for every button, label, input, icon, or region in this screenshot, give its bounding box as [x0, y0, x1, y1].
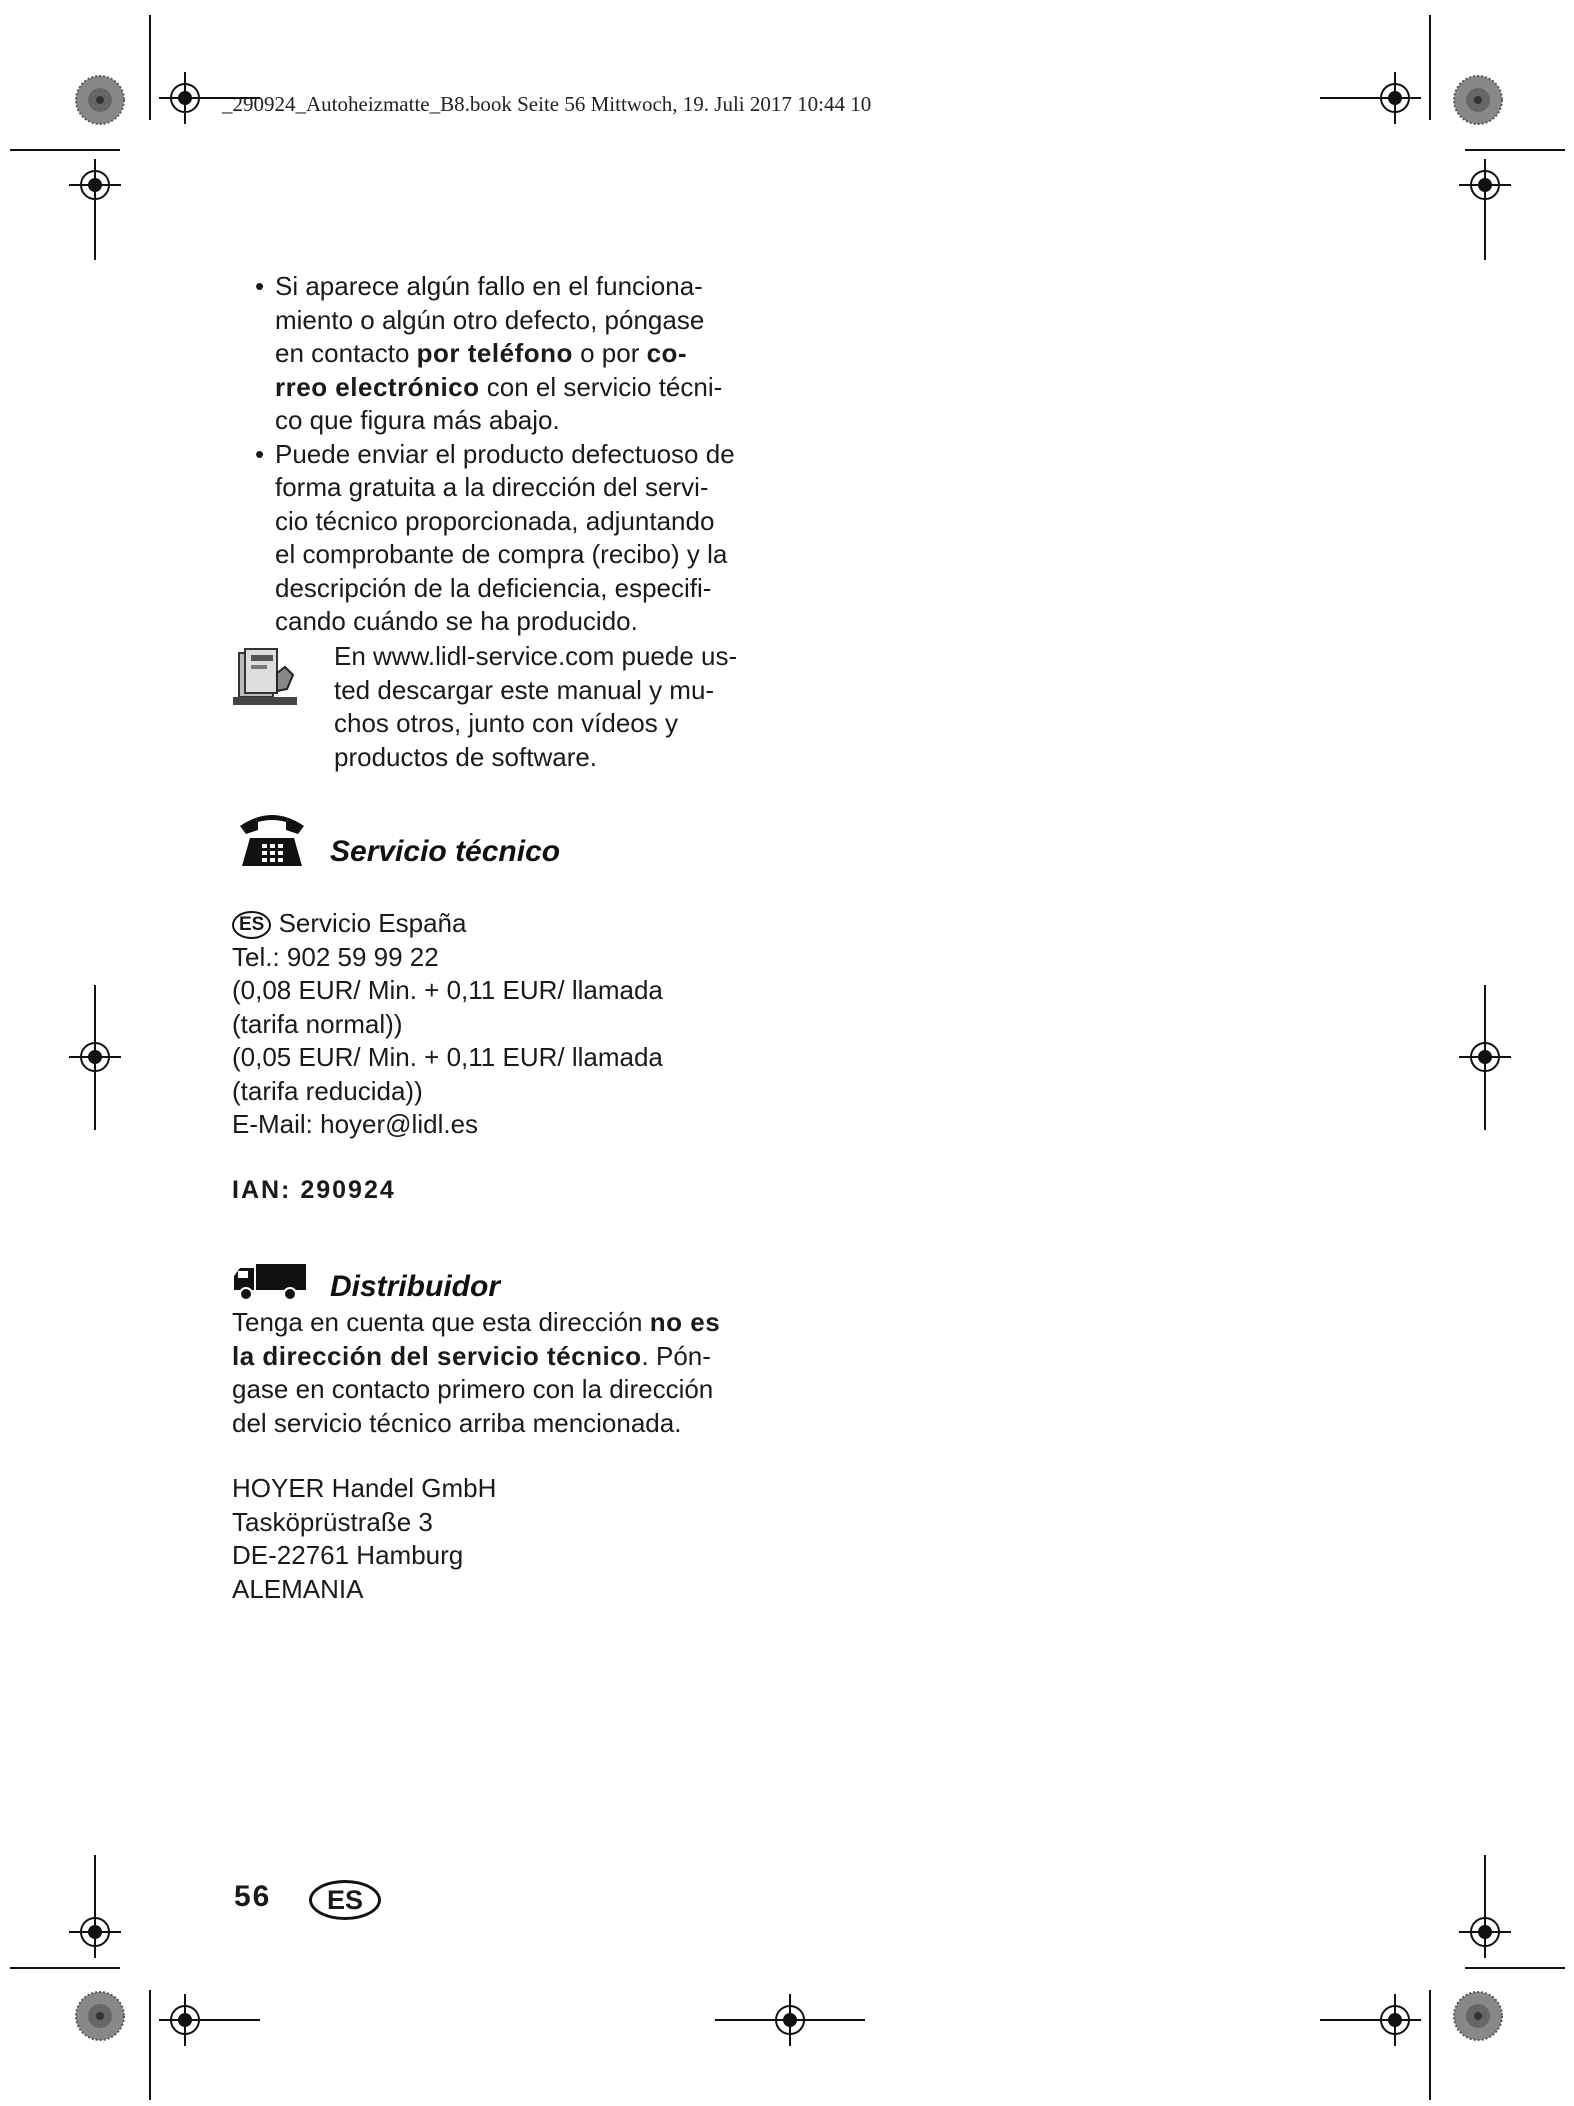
- text-run: del servicio técnico arriba mencionada.: [232, 1407, 682, 1438]
- bullet-text: [275, 439, 735, 637]
- distributor-heading: Distribuidor: [330, 1270, 500, 1303]
- emphasis-text: la dirección del servicio técnico: [232, 1340, 642, 1371]
- text-run: con el servicio técni-: [479, 371, 723, 402]
- service-rate-type: (tarifa reducida)): [232, 1075, 423, 1106]
- service-rate: (0,08 EUR/ Min. + 0,11 EUR/ llamada: [232, 975, 663, 1005]
- text-run: el comprobante de compra (recibo) y la: [275, 539, 728, 569]
- download-note-line: chos otros, junto con vídeos y: [334, 708, 678, 738]
- emphasis-text: por teléfono: [416, 338, 573, 368]
- text-run: gase en contacto primero con la dirección: [232, 1374, 714, 1404]
- page-number: 56: [234, 1880, 272, 1913]
- emphasis-text: no es: [649, 1307, 721, 1337]
- address-line: Tasköprüstraße 3: [232, 1506, 433, 1537]
- list-item: • Puede enviar el producto defectuoso de forma gratuita a la dirección del servi- cio técnico proporcionada, adjuntando el comprobante de compra (recibo) y la descripción de la deficiencia, especifi- cando cuándo se ha producido.: [255, 438, 735, 636]
- text-run: en contacto: [275, 338, 417, 368]
- service-phone: Tel.: 902 59 99 22: [232, 941, 439, 972]
- truck-icon: [232, 1262, 308, 1302]
- ian-number: IAN: 290924: [232, 1176, 396, 1204]
- address-line: ALEMANIA: [232, 1573, 364, 1604]
- address-line: DE-22761 Hamburg: [232, 1540, 464, 1570]
- service-heading: Servicio técnico: [330, 835, 561, 868]
- text-run: miento o algún otro defecto, póngase: [275, 304, 705, 335]
- text-run: cando cuándo se ha producido.: [275, 606, 638, 636]
- text-run: . Pón-: [641, 1340, 711, 1371]
- address-line: HOYER Handel GmbH: [232, 1473, 497, 1503]
- text-run: co que figura más abajo.: [275, 405, 560, 435]
- service-rate-type: (tarifa normal)): [232, 1008, 403, 1039]
- download-note-line: productos de software.: [334, 741, 598, 772]
- country-badge: ES: [232, 911, 271, 939]
- bullet-text: [275, 271, 722, 435]
- text-run: forma gratuita a la dirección del servi-: [275, 472, 709, 502]
- book-header-line: _290924_Autoheizmatte_B8.book Seite 56 Mittwoch, 19. Juli 2017 10:44 10: [222, 92, 872, 116]
- download-note-line: ted descargar este manual y mu-: [334, 674, 715, 705]
- text-run: o por: [572, 338, 647, 368]
- text-run: Tenga en cuenta que esta dirección: [232, 1307, 650, 1337]
- service-country: Servicio España: [278, 908, 467, 938]
- list-item: • Si aparece algún fallo en el funciona- miento o algún otro defecto, póngase en contacto por teléfono o por co- rreo electrónico con el servicio técni- co que figura más abajo.: [255, 271, 723, 435]
- language-badge: ES: [309, 1880, 381, 1920]
- distributor-note: [232, 1306, 720, 1440]
- emphasis-text: co-: [646, 338, 688, 368]
- defect-instructions: [232, 270, 772, 639]
- service-email: E-Mail: hoyer@lidl.es: [232, 1109, 479, 1139]
- service-rate: (0,05 EUR/ Min. + 0,11 EUR/ llamada: [232, 1042, 663, 1072]
- text-run: descripción de la deficiencia, especifi-: [275, 572, 712, 603]
- download-note: [334, 640, 774, 774]
- distributor-address: [232, 1472, 496, 1606]
- download-manual-icon: [233, 645, 305, 711]
- emphasis-text: rreo electrónico: [275, 371, 480, 402]
- service-details: [232, 907, 663, 1142]
- download-note-line: En www.lidl-service.com puede us-: [334, 641, 738, 671]
- telephone-icon: [236, 808, 308, 868]
- text-run: Si aparece algún fallo en el funciona-: [275, 271, 703, 301]
- text-run: Puede enviar el producto defectuoso de: [275, 438, 735, 469]
- text-run: cio técnico proporcionada, adjuntando: [275, 505, 715, 536]
